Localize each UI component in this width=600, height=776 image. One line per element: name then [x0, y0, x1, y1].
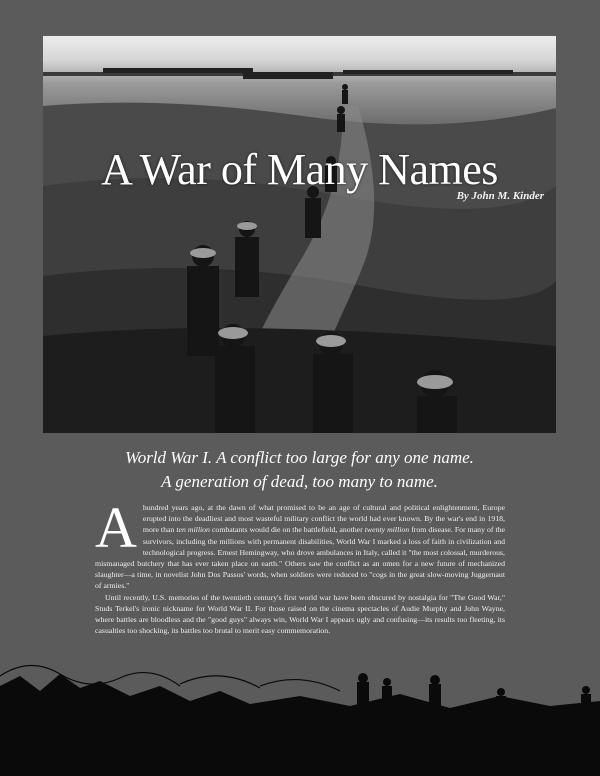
p1-text-c: from disease. For many of the survivors, including the millions with permanent disabilities, World War I marked a loss of faith in civilization and technological progress. Ernest Hemingway, who drove ambulances in Italy, called it "the most colossal, murderous, mismanaged butchery that has ever taken place on earth." Others saw the conflict as an omen for a new future of mechanized slaughter—a time, in novelist John Dos Passos' words, when soldiers were reduced to "cogs in the great slow-moving Juggernaut of armies."	[95, 525, 505, 591]
drop-cap: A	[95, 495, 137, 560]
article-body	[95, 495, 505, 636]
paragraph-2: Until recently, U.S. memories of the twentieth century's first world war have been obscured by nostalgia for "The Good War," Studs Terkel's ironic nickname for World War II. For those raised on the cinema spectacles of Audie Murphy and John Wayne, where battles are bloodless and the "good guys" always win, World War I appears ugly and confusing—its results too fleeting, its casualties too shocking, its battles too brutal to merit easy commemoration.	[95, 592, 505, 636]
p1-emphasis-2: twenty million	[364, 525, 410, 535]
deck-line-2: A generation of dead, too many to name.	[161, 472, 438, 491]
article-title: A War of Many Names	[101, 145, 498, 194]
soldiers-trench-illustration	[43, 36, 556, 433]
battlefield-silhouette	[0, 646, 600, 776]
hero-photo	[43, 36, 556, 433]
p1-text-a: hundred years ago, at the dawn of what promised to be an age of cultural and political enlightenment, Europe erupted into the deadliest and most wasteful military conflict the world had ever known. By the war's end in 1918, more than	[142, 503, 505, 535]
p1-text-b: combatants would die on the battlefield, another	[209, 525, 365, 535]
deck	[43, 446, 556, 494]
byline: By John M. Kinder	[456, 190, 544, 202]
deck-line-1: World War I. A conflict too large for any one name.	[125, 448, 474, 467]
paragraph-1	[95, 495, 505, 592]
p1-emphasis-1: ten million	[176, 525, 210, 535]
